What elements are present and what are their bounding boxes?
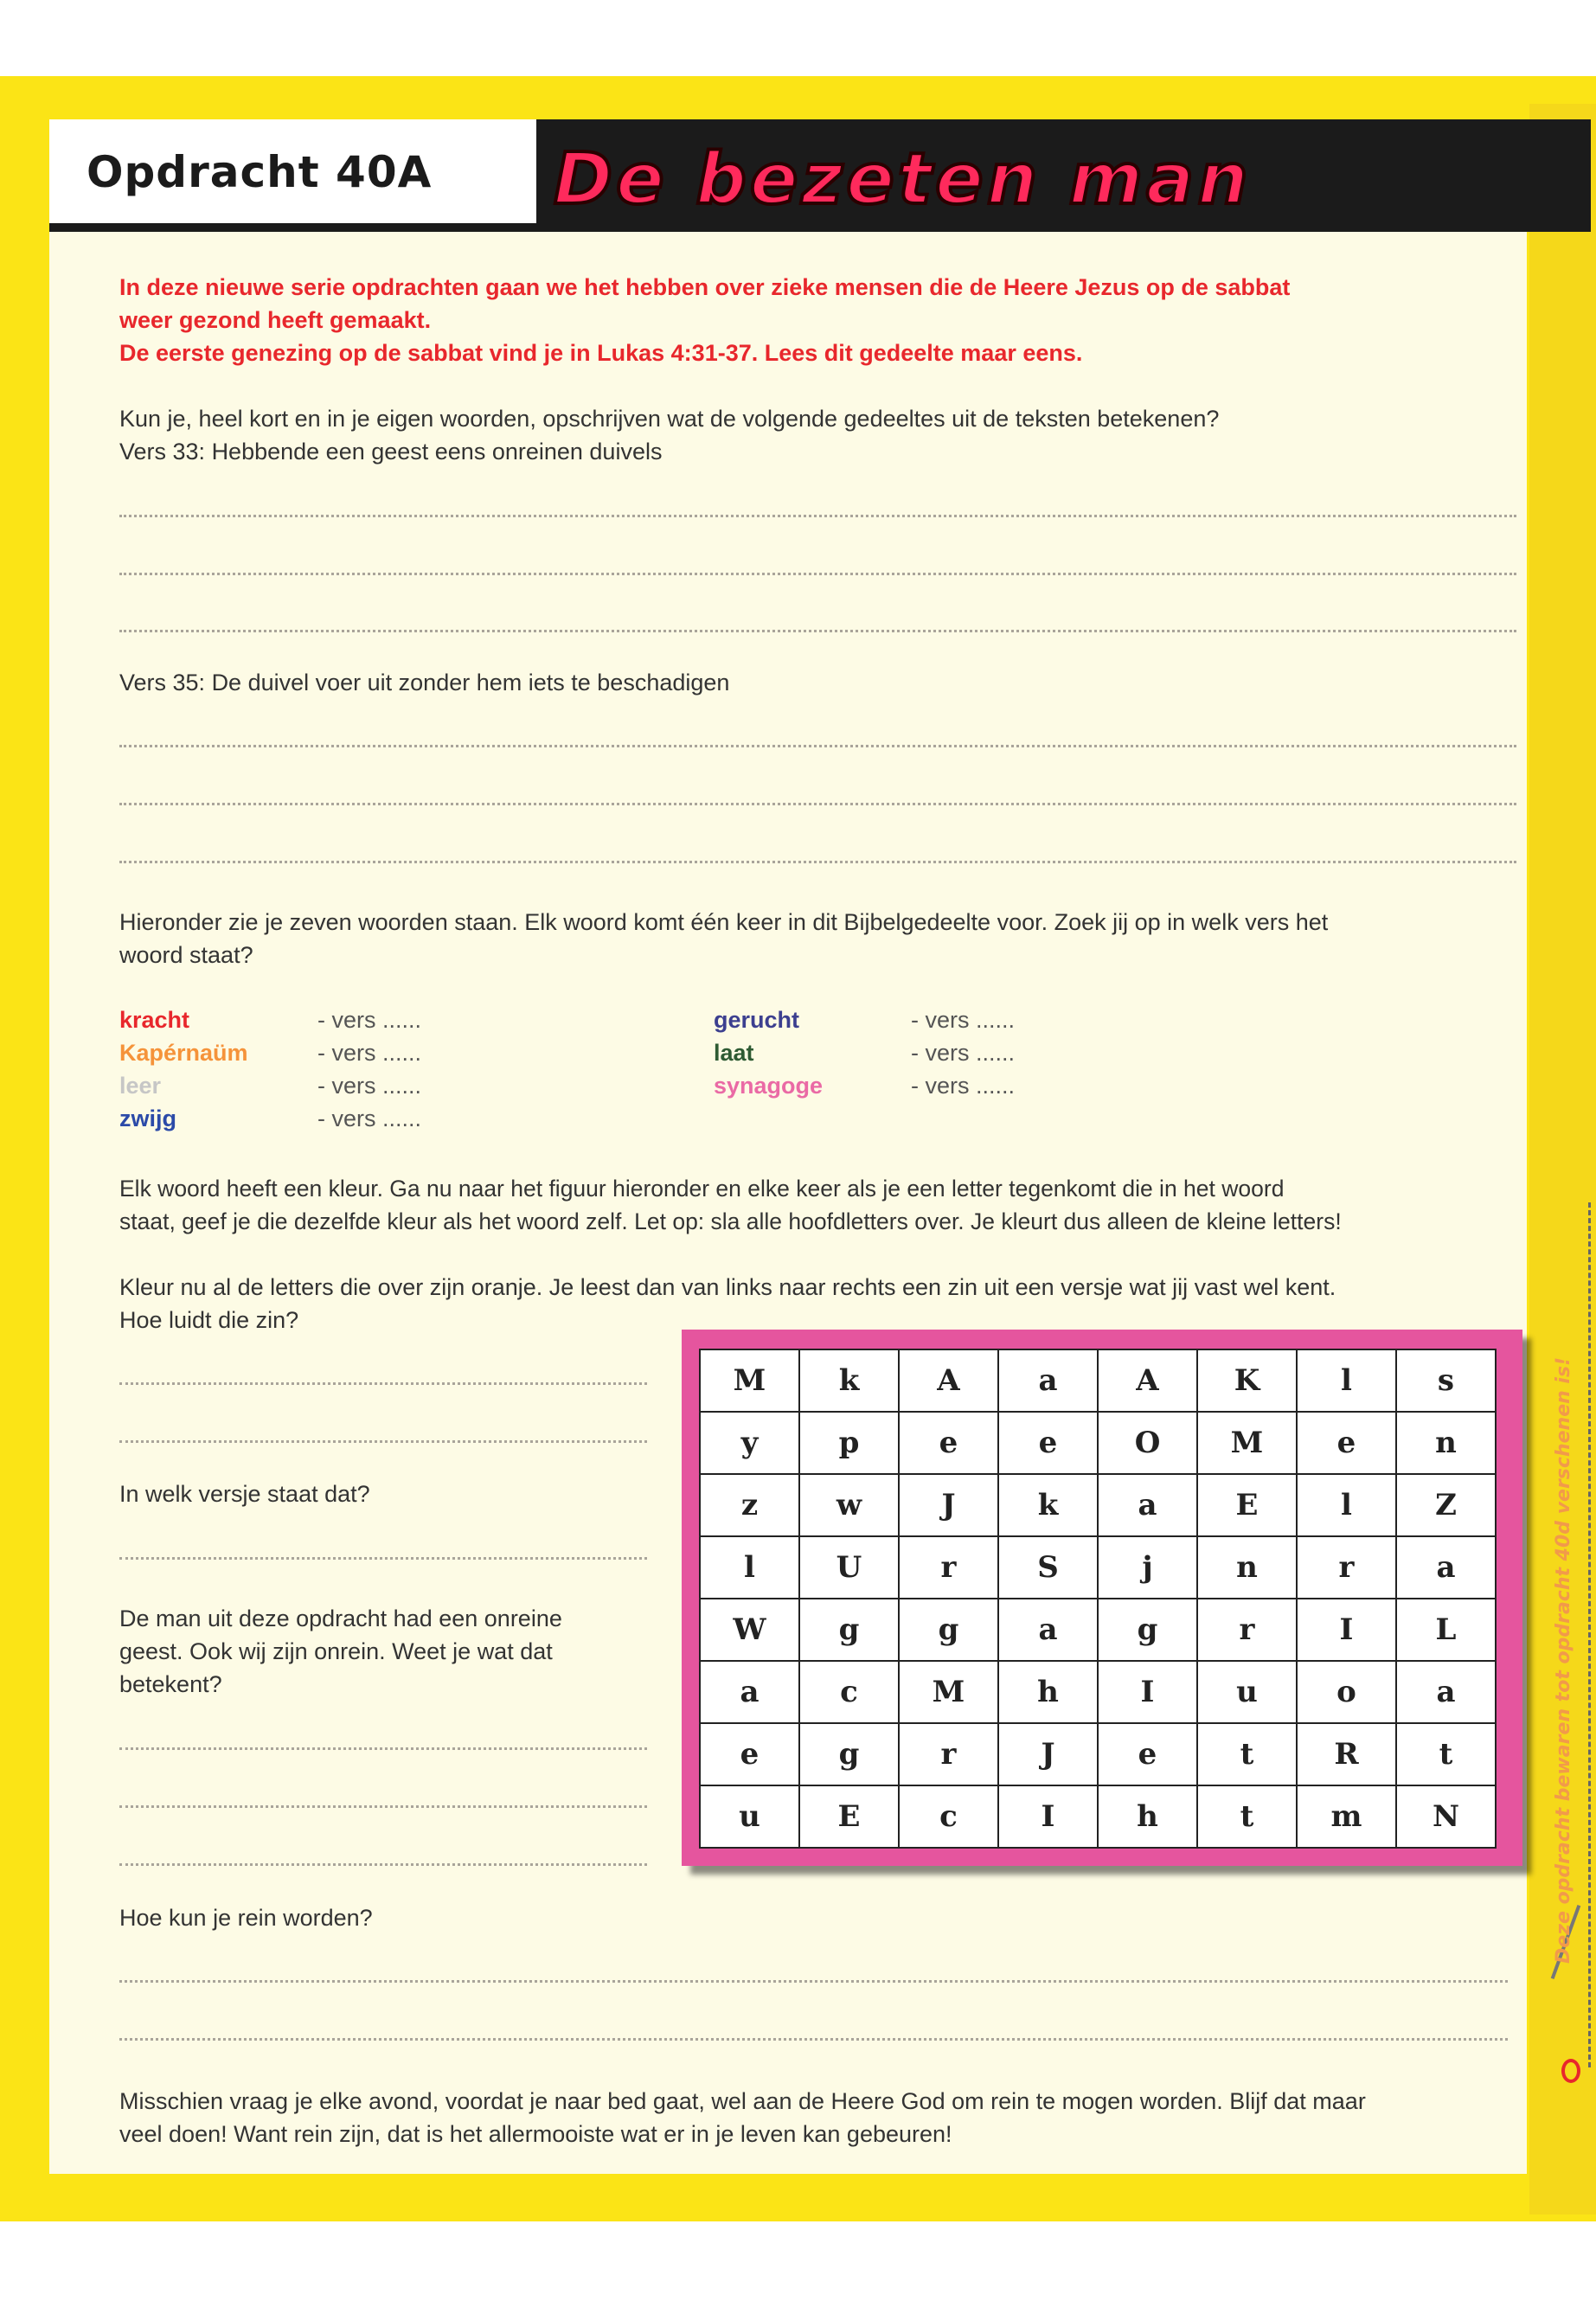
page-title: De bezeten man [554,138,1252,221]
vers-blank: - vers ...... [317,1073,422,1099]
grid-cell[interactable]: n [1197,1536,1297,1599]
grid-cell[interactable]: r [899,1723,998,1785]
instructions-line-1: Elk woord heeft een kleur. Ga nu naar het figuur hieronder en elke keer als je een letter tegenkomt die in het woord [119,1176,1285,1202]
grid-row [700,1723,1496,1785]
intro-line-1: In deze nieuwe serie opdrachten gaan we het hebben over zieke mensen die de Heere Jezus op de sabbat [119,274,1291,300]
grid-row [700,1474,1496,1536]
grid-cell[interactable]: r [1197,1599,1297,1661]
grid-cell[interactable]: c [799,1661,899,1723]
question-1-line-2: Vers 33: Hebbende een geest eens onreinen duivels [119,439,663,465]
grid-cell[interactable]: R [1297,1723,1396,1785]
grid-cell[interactable]: M [899,1661,998,1723]
grid-cell[interactable]: o [1297,1661,1396,1723]
question-6-line-3: betekent? [119,1671,222,1697]
grid-cell[interactable]: r [1297,1536,1396,1599]
word-synagoge: synagoge [714,1073,824,1099]
question-4-line-1: Kleur nu al de letters die over zijn oranje. Je leest dan van links naar rechts een zin uit een versje wat jij vast wel kent. [119,1274,1336,1300]
answer-line[interactable] [119,2038,1508,2041]
word-kracht: kracht [119,1007,190,1033]
answer-line[interactable] [119,1980,1508,1983]
grid-cell[interactable]: E [1197,1474,1297,1536]
grid-cell[interactable]: u [1197,1661,1297,1723]
grid-cell[interactable]: l [1297,1349,1396,1412]
cut-line [1588,1202,1591,2067]
grid-row [700,1349,1496,1412]
grid-cell[interactable]: M [700,1349,799,1412]
grid-cell[interactable]: I [998,1785,1098,1848]
grid-cell[interactable]: e [899,1412,998,1474]
closing-line-2: veel doen! Want rein zijn, dat is het allermooiste wat er in je leven kan gebeuren! [119,2121,952,2147]
grid-cell[interactable]: c [899,1785,998,1848]
letter-grid-frame [682,1330,1522,1866]
grid-cell[interactable]: s [1396,1349,1496,1412]
side-note: Deze opdracht bewaren tot opdracht 40d verschenen is! [1553,1356,1574,1964]
answer-line[interactable] [119,573,1516,575]
grid-cell[interactable]: K [1197,1349,1297,1412]
grid-cell[interactable]: e [998,1412,1098,1474]
grid-cell[interactable]: e [1297,1412,1396,1474]
grid-cell[interactable]: A [899,1349,998,1412]
grid-row [700,1536,1496,1599]
question-5: In welk versje staat dat? [119,1481,370,1507]
grid-cell[interactable]: L [1396,1599,1496,1661]
question-7: Hoe kun je rein worden? [119,1905,373,1931]
grid-cell[interactable]: n [1396,1412,1496,1474]
grid-cell[interactable]: a [1396,1536,1496,1599]
grid-cell[interactable]: U [799,1536,899,1599]
vers-blank: - vers ...... [911,1040,1016,1066]
grid-cell[interactable]: t [1396,1723,1496,1785]
answer-line[interactable] [119,1382,647,1385]
grid-cell[interactable]: O [1098,1412,1197,1474]
answer-line[interactable] [119,861,1516,863]
word-kapernaum: Kapérnaüm [119,1040,248,1066]
grid-cell[interactable]: k [998,1474,1098,1536]
vers-blank: - vers ...... [317,1007,422,1033]
grid-cell[interactable]: a [1098,1474,1197,1536]
grid-cell[interactable]: I [1098,1661,1197,1723]
answer-line[interactable] [119,515,1516,517]
grid-cell[interactable]: J [899,1474,998,1536]
grid-cell[interactable]: S [998,1536,1098,1599]
question-3-line-2: woord staat? [119,942,253,968]
word-gerucht: gerucht [714,1007,800,1033]
vers-blank: - vers ...... [317,1040,422,1066]
vers-blank: - vers ...... [911,1007,1016,1033]
grid-cell[interactable]: E [799,1785,899,1848]
grid-cell[interactable]: g [1098,1599,1197,1661]
question-4-line-2: Hoe luidt die zin? [119,1307,299,1333]
answer-line[interactable] [119,1863,647,1866]
grid-cell[interactable]: W [700,1599,799,1661]
question-2: Vers 35: De duivel voer uit zonder hem iets te beschadigen [119,670,730,695]
grid-cell[interactable]: y [700,1412,799,1474]
grid-cell[interactable]: g [899,1599,998,1661]
word-zwijg: zwijg [119,1106,176,1131]
opdracht-label: Opdracht 40A [87,147,433,197]
answer-line[interactable] [119,1557,647,1560]
question-1-line-1: Kun je, heel kort en in je eigen woorden, opschrijven wat de volgende gedeeltes uit de teksten betekenen? [119,406,1220,432]
grid-cell[interactable]: t [1197,1723,1297,1785]
grid-cell[interactable]: u [700,1785,799,1848]
word-laat: laat [714,1040,754,1066]
grid-cell[interactable]: e [700,1723,799,1785]
grid-cell[interactable]: e [1098,1723,1197,1785]
grid-row [700,1412,1496,1474]
grid-cell[interactable]: N [1396,1785,1496,1848]
question-3-line-1: Hieronder zie je zeven woorden staan. Elk woord komt één keer in dit Bijbelgedeelte voor. Zoek jij op in welk vers het [119,909,1329,935]
letter-grid [699,1349,1497,1849]
grid-row [700,1785,1496,1848]
answer-line[interactable] [119,1747,647,1750]
grid-cell[interactable]: p [799,1412,899,1474]
answer-line[interactable] [119,1440,647,1443]
grid-cell[interactable]: a [700,1661,799,1723]
grid-cell[interactable]: l [700,1536,799,1599]
intro-line-3: De eerste genezing op de sabbat vind je in Lukas 4:31-37. Lees dit gedeelte maar eens. [119,340,1083,366]
vers-blank: - vers ...... [317,1106,422,1131]
grid-cell[interactable]: m [1297,1785,1396,1848]
grid-cell[interactable]: I [1297,1599,1396,1661]
answer-line[interactable] [119,803,1516,805]
grid-cell[interactable]: w [799,1474,899,1536]
answer-line[interactable] [119,1805,647,1808]
grid-cell[interactable]: h [1098,1785,1197,1848]
grid-cell[interactable]: r [899,1536,998,1599]
side-circle-icon [1561,2059,1580,2083]
grid-cell[interactable]: a [998,1599,1098,1661]
grid-cell[interactable]: z [700,1474,799,1536]
grid-cell[interactable]: g [799,1723,899,1785]
intro-line-2: weer gezond heeft gemaakt. [119,307,432,333]
grid-cell[interactable]: t [1197,1785,1297,1848]
grid-cell[interactable]: l [1297,1474,1396,1536]
grid-cell[interactable]: j [1098,1536,1197,1599]
question-6-line-2: geest. Ook wij zijn onrein. Weet je wat dat [119,1638,553,1664]
grid-cell[interactable]: A [1098,1349,1197,1412]
instructions-line-2: staat, geef je die dezelfde kleur als het woord zelf. Let op: sla alle hoofdletters over. Je kleurt dus alleen de kleine letters! [119,1208,1342,1234]
answer-line[interactable] [119,630,1516,632]
question-6-line-1: De man uit deze opdracht had een onreine [119,1606,562,1631]
answer-line[interactable] [119,745,1516,747]
grid-cell[interactable]: J [998,1723,1098,1785]
grid-cell[interactable]: a [1396,1661,1496,1723]
grid-cell[interactable]: h [998,1661,1098,1723]
word-leer: leer [119,1073,162,1099]
grid-cell[interactable]: k [799,1349,899,1412]
grid-cell[interactable]: M [1197,1412,1297,1474]
grid-row [700,1661,1496,1723]
grid-row [700,1599,1496,1661]
vers-blank: - vers ...... [911,1073,1016,1099]
grid-cell[interactable]: g [799,1599,899,1661]
grid-cell[interactable]: a [998,1349,1098,1412]
grid-cell[interactable]: Z [1396,1474,1496,1536]
closing-line-1: Misschien vraag je elke avond, voordat je naar bed gaat, wel aan de Heere God om rein te mogen worden. Blijf dat maar [119,2088,1366,2114]
